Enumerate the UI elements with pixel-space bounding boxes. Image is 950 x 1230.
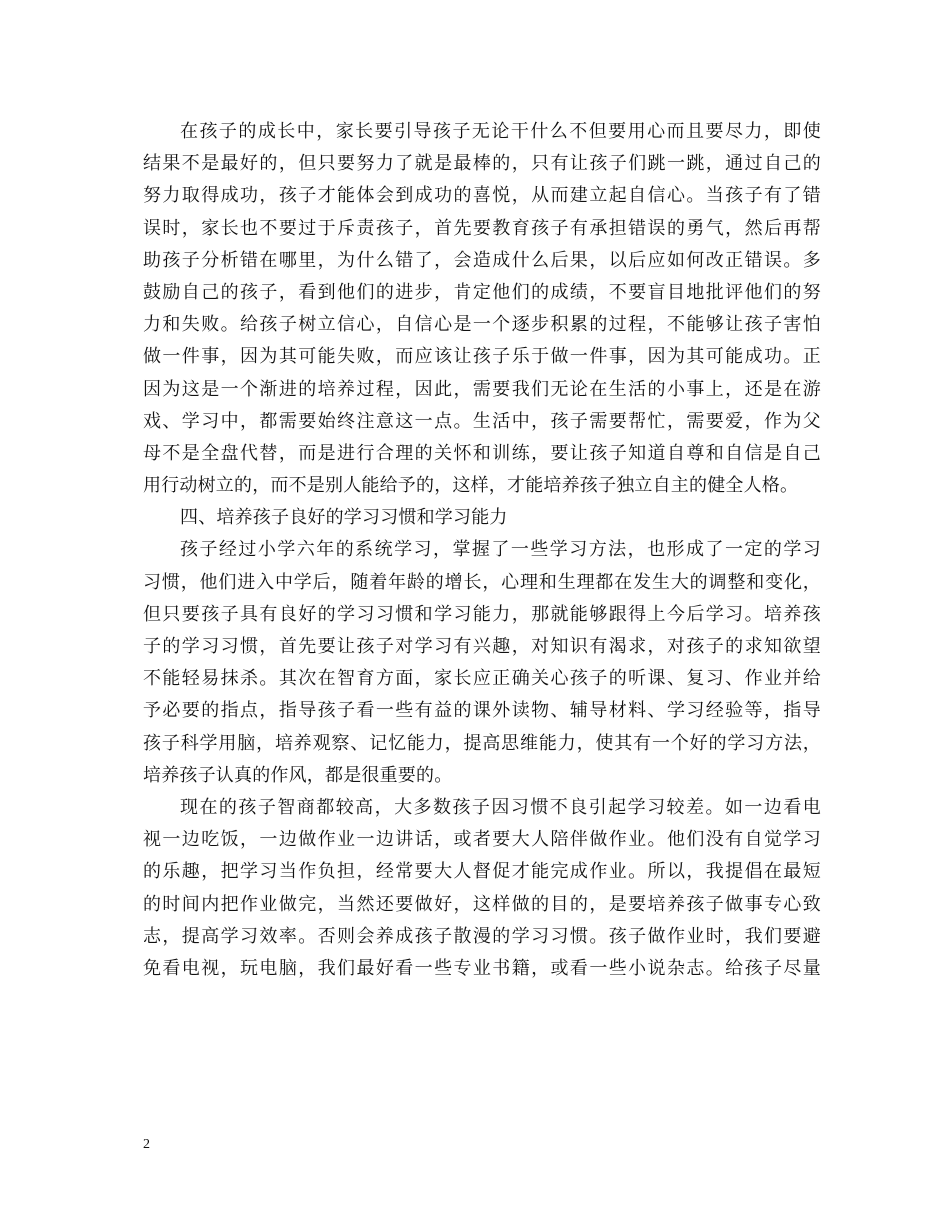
page-number: 2	[143, 1137, 150, 1152]
text-line: 在孩子的成长中，家长要引导孩子无论干什么不但要用心而且要尽力，即使	[180, 121, 821, 142]
text-line: 用行动树立的，而不是别人能给予的，这样，才能培养孩子独立自主的健全人格。	[143, 475, 799, 497]
text-line: 但只要孩子具有良好的学习习惯和学习能力，那就能够跟得上今后学习。培养孩	[143, 603, 821, 625]
text-line: 习惯，他们进入中学后，随着年龄的增长，心理和生理都在发生大的调整和变化，	[143, 571, 821, 593]
text-line: 培养孩子认真的作风，都是很重要的。	[143, 764, 453, 786]
text-line: 不能轻易抹杀。其次在智育方面，家长应正确关心孩子的听课、复习、作业并给	[143, 668, 821, 690]
text-line: 误时，家长也不要过于斥责孩子，首先要教育孩子有承担错误的勇气，然后再帮	[143, 217, 821, 239]
body-text	[143, 116, 821, 985]
text-line: 戏、学习中，都需要始终注意这一点。生活中，孩子需要帮忙，需要爱，作为父	[143, 410, 821, 432]
text-line: 孩子科学用脑，培养观察、记忆能力，提高思维能力，使其有一个好的学习方法，	[143, 732, 821, 754]
text-line: 子的学习习惯，首先要让孩子对学习有兴趣，对知识有渴求，对孩子的求知欲望	[143, 636, 821, 657]
text-line: 力和失败。给孩子树立信心，自信心是一个逐步积累的过程，不能够让孩子害怕	[143, 314, 821, 336]
text-line: 志，提高学习效率。否则会养成孩子散漫的学习习惯。孩子做作业时，我们要避	[143, 925, 821, 947]
text-line: 予必要的指点，指导孩子看一些有益的课外读物、辅导材料、学习经验等，指导	[143, 700, 821, 722]
text-line: 努力取得成功，孩子才能体会到成功的喜悦，从而建立起自信心。当孩子有了错	[143, 185, 821, 207]
text-line: 助孩子分析错在哪里，为什么错了，会造成什么后果，以后应如何改正错误。多	[143, 249, 821, 271]
text-line: 免看电视，玩电脑，我们最好看一些专业书籍，或看一些小说杂志。给孩子尽量	[143, 957, 821, 979]
section-heading: 四、培养孩子良好的学习习惯和学习能力	[180, 507, 508, 529]
text-line: 结果不是最好的，但只要努力了就是最棒的，只有让孩子们跳一跳，通过自己的	[143, 153, 821, 175]
text-line: 的时间内把作业做完，当然还要做好，这样做的目的，是要培养孩子做事专心致	[143, 893, 821, 915]
text-line: 因为这是一个渐进的培养过程，因此，需要我们无论在生活的小事上，还是在游	[143, 378, 821, 400]
text-line: 视一边吃饭，一边做作业一边讲话，或者要大人陪伴做作业。他们没有自觉学习	[143, 829, 821, 851]
text-line: 孩子经过小学六年的系统学习，掌握了一些学习方法，也形成了一定的学习	[180, 539, 821, 561]
text-line: 现在的孩子智商都较高，大多数孩子因习惯不良引起学习较差。如一边看电	[180, 796, 821, 818]
text-line: 母不是全盘代替，而是进行合理的关怀和训练，要让孩子知道自尊和自信是自己	[143, 442, 821, 464]
text-line: 的乐趣，把学习当作负担，经常要大人督促才能完成作业。所以，我提倡在最短	[143, 861, 821, 883]
text-line: 做一件事，因为其可能失败，而应该让孩子乐于做一件事，因为其可能成功。正	[143, 346, 821, 368]
text-line: 鼓励自己的孩子，看到他们的进步，肯定他们的成绩，不要盲目地批评他们的努	[143, 281, 821, 303]
